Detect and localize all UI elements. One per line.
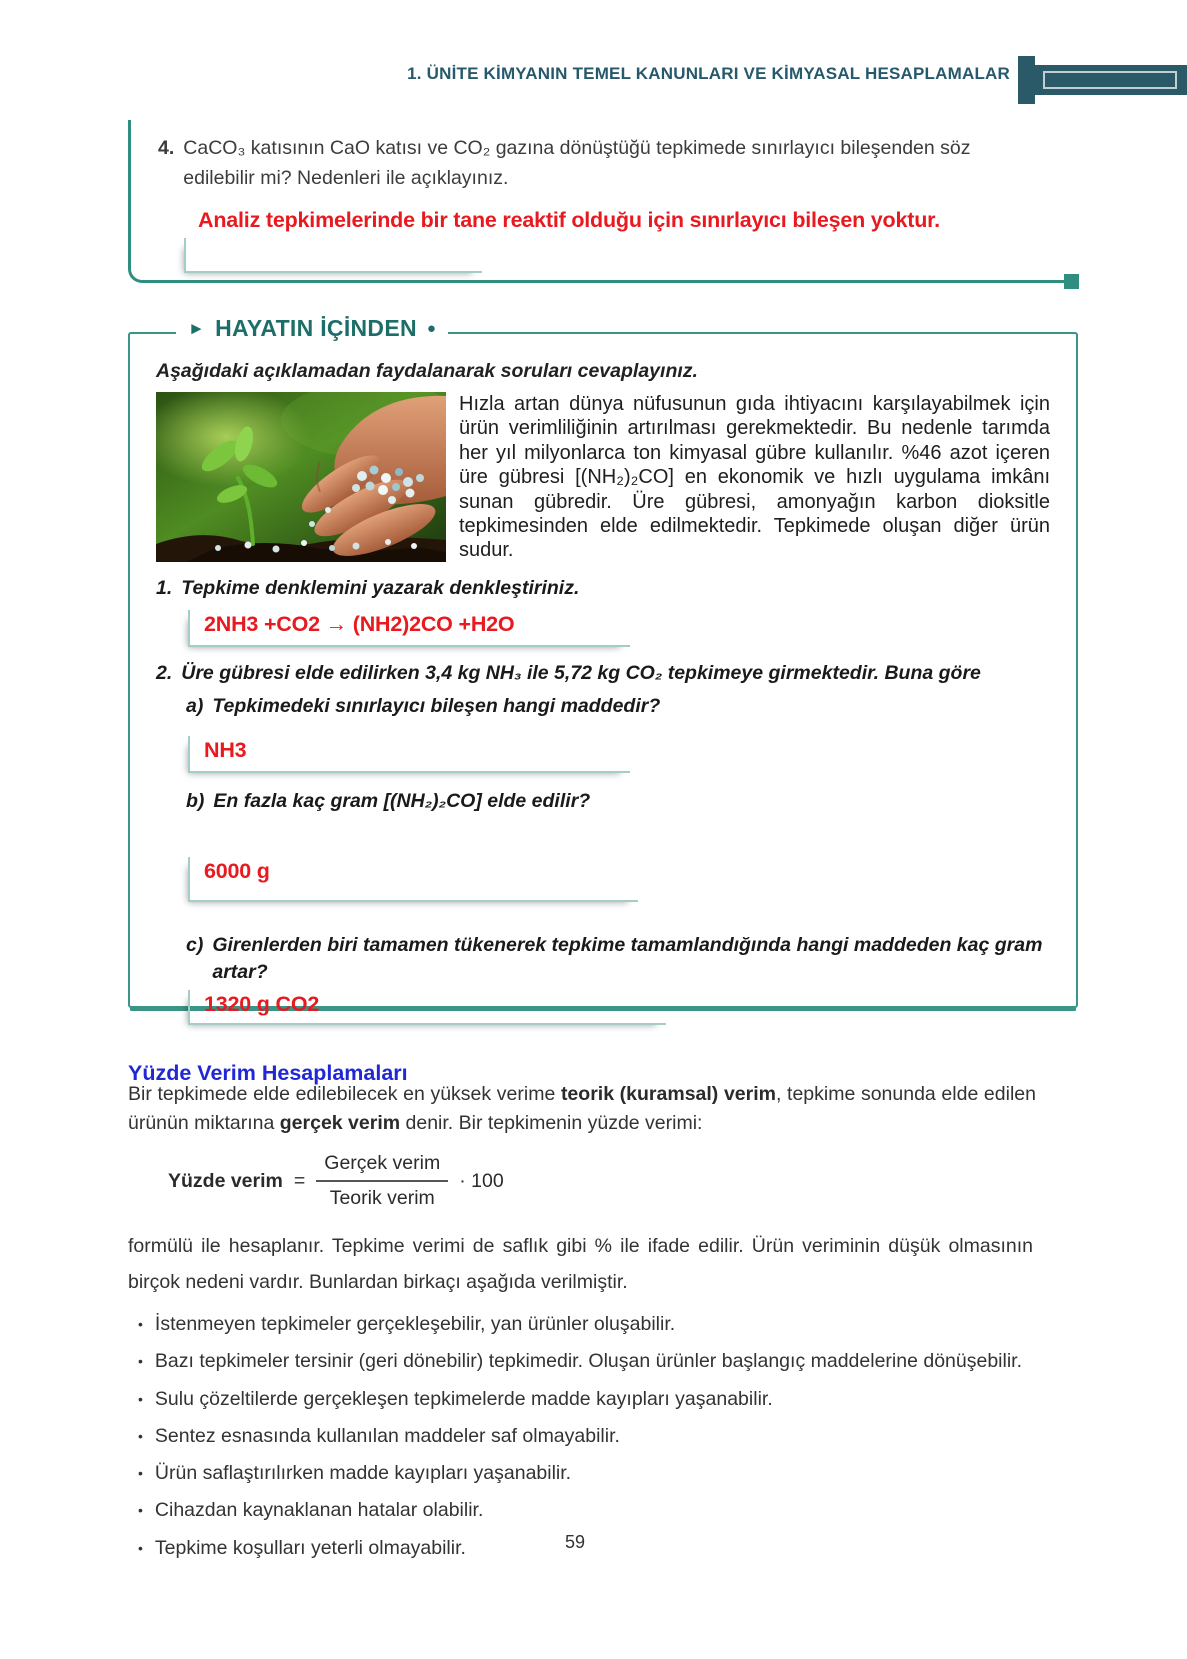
question1-answer-area — [188, 610, 630, 647]
arrow-right-icon: ► — [188, 319, 206, 338]
box-end-square — [1064, 274, 1079, 289]
list-item — [138, 1385, 1023, 1413]
question2a-row — [186, 693, 1050, 720]
formula-denominator: Teorik verim — [329, 1187, 435, 1209]
intro-part1: Bir tepkimede elde edilebilecek en yüksek verime — [128, 1083, 561, 1105]
reason-text: Bazı tepkimeler tersinir (geri dönebilir) tepkimedir. Oluşan ürünler başlangıç maddelerine dönüşebilir. — [154, 1350, 1022, 1373]
reason-text: Tepkime koşulları yeterli olmayabilir. — [154, 1536, 466, 1559]
reason-text: Ürün saflaştırılırken madde kayıpları yaşanabilir. — [154, 1462, 572, 1485]
question4-number: 4. — [158, 137, 175, 159]
list-item — [138, 1496, 1023, 1524]
question4-answer-line — [184, 238, 482, 273]
question2b-row — [186, 788, 1050, 815]
formula-lhs: Yüzde verim — [168, 1169, 283, 1192]
list-item — [138, 1310, 1023, 1338]
question2c-row — [186, 932, 1050, 987]
hayatin-description: Hızla artan dünya nüfusunun gıda ihtiyacını karşılayabilmek için ürün verimliliğinin artırılması gerekmektedir. Bu nedenle tarımda her yıl milyonlarca ton kimyasal gübre kullanılır. %46 azot içeren üre gübresi [(NH₂)₂CO] en ekonomik ve hızlı uygulama imkânı sunan gübredir. Üre gübresi, amonyağın karbon dioksitle tepkimesinden elde edilmektedir. Tepkimede oluşan diğer ürün sudur. — [459, 393, 1050, 562]
intro-bold-actual: gerçek verim — [279, 1111, 401, 1134]
question4-handwritten-answer: Analiz tepkimelerinde bir tane reaktif olduğu için sınırlayıcı bileşen yoktur. — [198, 208, 940, 233]
question2a-text: Tepkimedeki sınırlayıcı bileşen hangi maddedir? — [212, 695, 661, 718]
question4-box — [128, 120, 1070, 283]
bullet-icon: • — [138, 1427, 143, 1444]
bullet-icon: • — [138, 1465, 143, 1482]
list-item — [138, 1459, 1023, 1487]
question2b-handwritten-answer: 6000 g — [204, 858, 270, 883]
after-formula-paragraph: formülü ile hesaplanır. Tepkime verimi de saflık gibi % ile ifade edilir. Ürün veriminin düşük olmasının birçok nedeni vardır. Bunlardan birkaçı aşağıda verilmiştir. — [128, 1235, 1033, 1294]
question2c-answer-area — [188, 990, 666, 1025]
question2c-text: Girenlerden biri tamamen tükenerek tepkime tamamlandığında hangi maddeden kaç gram artar? — [212, 933, 1043, 984]
bullet-icon: • — [138, 1539, 143, 1556]
question2a-handwritten-answer: NH3 — [204, 737, 247, 762]
unit-banner-bar-icon — [1035, 65, 1187, 95]
reason-text: İstenmeyen tepkimeler gerçekleşebilir, yan ürünler oluşabilir. — [154, 1313, 676, 1335]
question2c-handwritten-answer: 1320 g CO2 — [204, 991, 320, 1016]
page-number: 59 — [564, 1532, 586, 1552]
hayatin-title-label: HAYATIN İÇİNDEN — [215, 315, 417, 341]
percent-yield-intro — [128, 1080, 1036, 1138]
question1-text: Tepkime denklemini yazarak denkleştiriniz. — [181, 576, 580, 599]
reason-text: Sulu çözeltilerde gerçekleşen tepkimelerde madde kayıpları yaşanabilir. — [154, 1387, 773, 1410]
question2a-answer-area — [188, 736, 630, 773]
question1-row — [156, 575, 1050, 602]
bullet-icon: • — [138, 1353, 143, 1370]
question1-number: 1. — [156, 576, 173, 599]
question4-row — [158, 134, 1050, 193]
question2b-label: b) — [186, 789, 205, 812]
question2a-label: a) — [186, 695, 204, 718]
hayatin-subtitle: Aşağıdaki açıklamadan faydalanarak soruları cevaplayınız. — [156, 360, 698, 382]
hayatin-icinden-title — [176, 315, 448, 342]
question2c-label: c) — [186, 933, 204, 956]
formula-numerator: Gerçek verim — [316, 1152, 448, 1182]
intro-part3: denir. Bir tepkimenin yüzde verimi: — [400, 1111, 703, 1134]
bullet-icon: • — [138, 1502, 143, 1519]
percent-yield-heading: Yüzde Verim Hesaplamaları — [128, 1060, 408, 1085]
formula-multiplier: · 100 — [459, 1169, 504, 1192]
unit-banner-icon — [1018, 56, 1035, 104]
unit-header-title: 1. ÜNİTE KİMYANIN TEMEL KANUNLARI VE KİMYASAL HESAPLAMALAR — [407, 64, 1010, 83]
bullet-icon: • — [138, 1316, 143, 1332]
question1-handwritten-answer: 2NH3 +CO2 → (NH2)2CO +H2O — [204, 612, 515, 637]
question2-number: 2. — [156, 662, 173, 685]
question2b-answer-area — [188, 857, 638, 902]
reason-text: Sentez esnasında kullanılan maddeler saf olmayabilir. — [154, 1424, 620, 1447]
question2b-text: En fazla kaç gram [(NH₂)₂CO] elde edilir? — [213, 789, 591, 812]
bullet-dot-icon: ● — [426, 320, 437, 337]
list-item — [138, 1347, 1023, 1375]
hand-fertilizing-seedling-photo — [156, 392, 446, 562]
list-item — [138, 1422, 1023, 1450]
intro-bold-theoretical: teorik (kuramsal) verim — [560, 1083, 776, 1105]
intro-part2: , tepkime sonunda elde edilen ürünün miktarına — [128, 1083, 1036, 1134]
formula-fraction — [316, 1152, 448, 1210]
reason-text: Cihazdan kaynaklanan hatalar olabilir. — [154, 1499, 484, 1522]
media-row — [156, 392, 1050, 563]
bullet-icon: • — [138, 1390, 143, 1407]
question2-text: Üre gübresi elde edilirken 3,4 kg NH₃ ile 5,72 kg CO₂ tepkimeye girmektedir. Buna göre — [181, 662, 981, 685]
percent-yield-formula — [168, 1152, 504, 1210]
hayatin-icinden-box — [128, 315, 1078, 1016]
question2-row — [156, 660, 1050, 687]
formula-equals: = — [293, 1169, 306, 1192]
question4-text: CaCO₃ katısının CaO katısı ve CO₂ gazına dönüştüğü tepkimede sınırlayıcı bileşenden söz edilebilir mi? Nedenleri ile açıklayınız. — [183, 137, 971, 189]
